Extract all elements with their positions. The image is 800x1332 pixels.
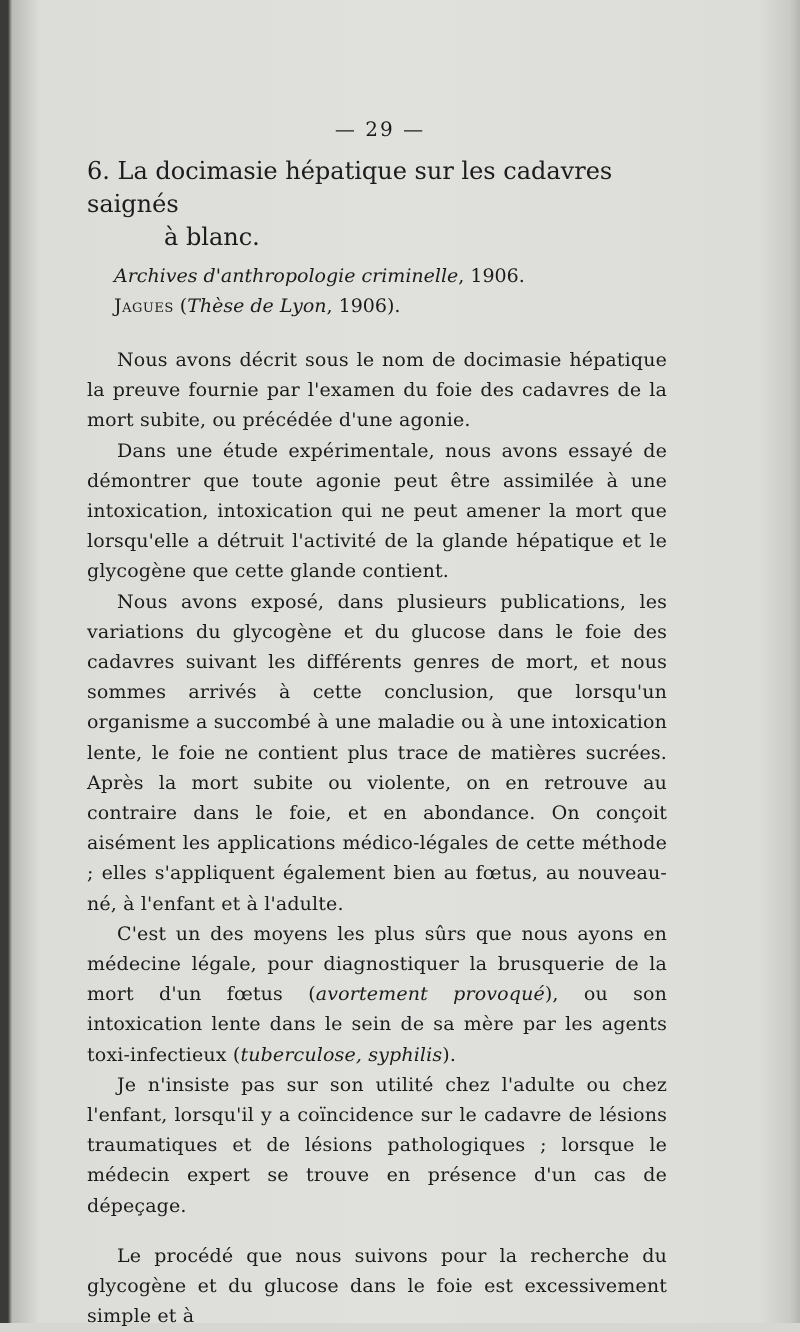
paragraph-1: Nous avons décrit sous le nom de docimasie hépatique la preuve fournie par l'examen du foie des cadavres de la mort subite, ou précédée d'une agonie. xyxy=(87,349,667,432)
paragraph-6: Le procédé que nous suivons pour la recherche du glycogène et du glucose dans le foie est excessivement simple et à xyxy=(87,1244,667,1328)
thesis-year: , 1906). xyxy=(326,295,401,317)
page-number: — 29 — xyxy=(334,117,426,141)
paragraph-4 xyxy=(87,919,667,1070)
paragraph-4-em1: avortement provoqué xyxy=(315,983,545,1006)
reference-journal xyxy=(114,262,667,290)
paragraph-4-pre: C'est un des moyens les plus sûrs que nous ayons en médecine légale, pour diagnostiquer la brusquerie de la mort d'un fœtus ( xyxy=(87,922,667,1006)
journal-year: , 1906. xyxy=(458,265,525,287)
paragraph-5: Je n'insiste pas sur son utilité chez l'adulte ou chez l'enfant, lorsqu'il y a coïncidence sur le cadavre de lésions traumatiques et de lésions pathologiques ; lorsque le médecin expert se trouve en présence d'un cas de dépeçage. xyxy=(87,1073,667,1217)
page-content xyxy=(87,155,667,1332)
section-number: 6. xyxy=(87,157,110,185)
paragraph-3: Nous avons exposé, dans plusieurs publications, les variations du glycogène et du glucose dans le foie des cadavres suivant les différents genres de mort, et nous sommes arrivés à cette conclusion, que lorsqu'un organisme a succombé à une maladie ou à une intoxication lente, le foie ne contient plus trace de matières sucrées. Après la mort subite ou violente, on en retrouve au contraire dans le foie, et en abondance. On conçoit aisément les applications médico-légales de cette méthode ; elles s'appliquent également bien au fœtus, au nouveau-né, à l'enfant et à l'adulte. xyxy=(87,590,667,915)
reference-thesis xyxy=(114,292,667,320)
paragraph-2: Dans une étude expérimentale, nous avons essayé de démontrer que toute agonie peut être assimilée à une intoxication, intoxication qui ne peut amener la mort que lorsqu'elle a détruit l'activité de la glande hépatique et le glycogène que cette glande contient. xyxy=(87,439,667,583)
thesis-title: Thèse de Lyon xyxy=(187,295,327,317)
body-text xyxy=(87,345,667,1332)
paragraph-4-mid: ), ou son intoxication lente dans le sein de sa mère par les agents toxi-infectieux ( xyxy=(87,983,667,1066)
thesis-author: Jagues xyxy=(114,295,174,317)
journal-title: Archives d'anthropologie criminelle xyxy=(114,265,459,287)
section-title-line2: à blanc. xyxy=(164,223,260,251)
section-title-line1: La docimasie hépatique sur les cadavres saignés xyxy=(87,157,613,218)
thesis-open-paren: ( xyxy=(173,295,188,317)
paragraph-4-em2: tuberculose, syphilis xyxy=(240,1043,443,1066)
section-heading xyxy=(87,155,667,254)
paragraph-4-post: ). xyxy=(442,1043,457,1066)
